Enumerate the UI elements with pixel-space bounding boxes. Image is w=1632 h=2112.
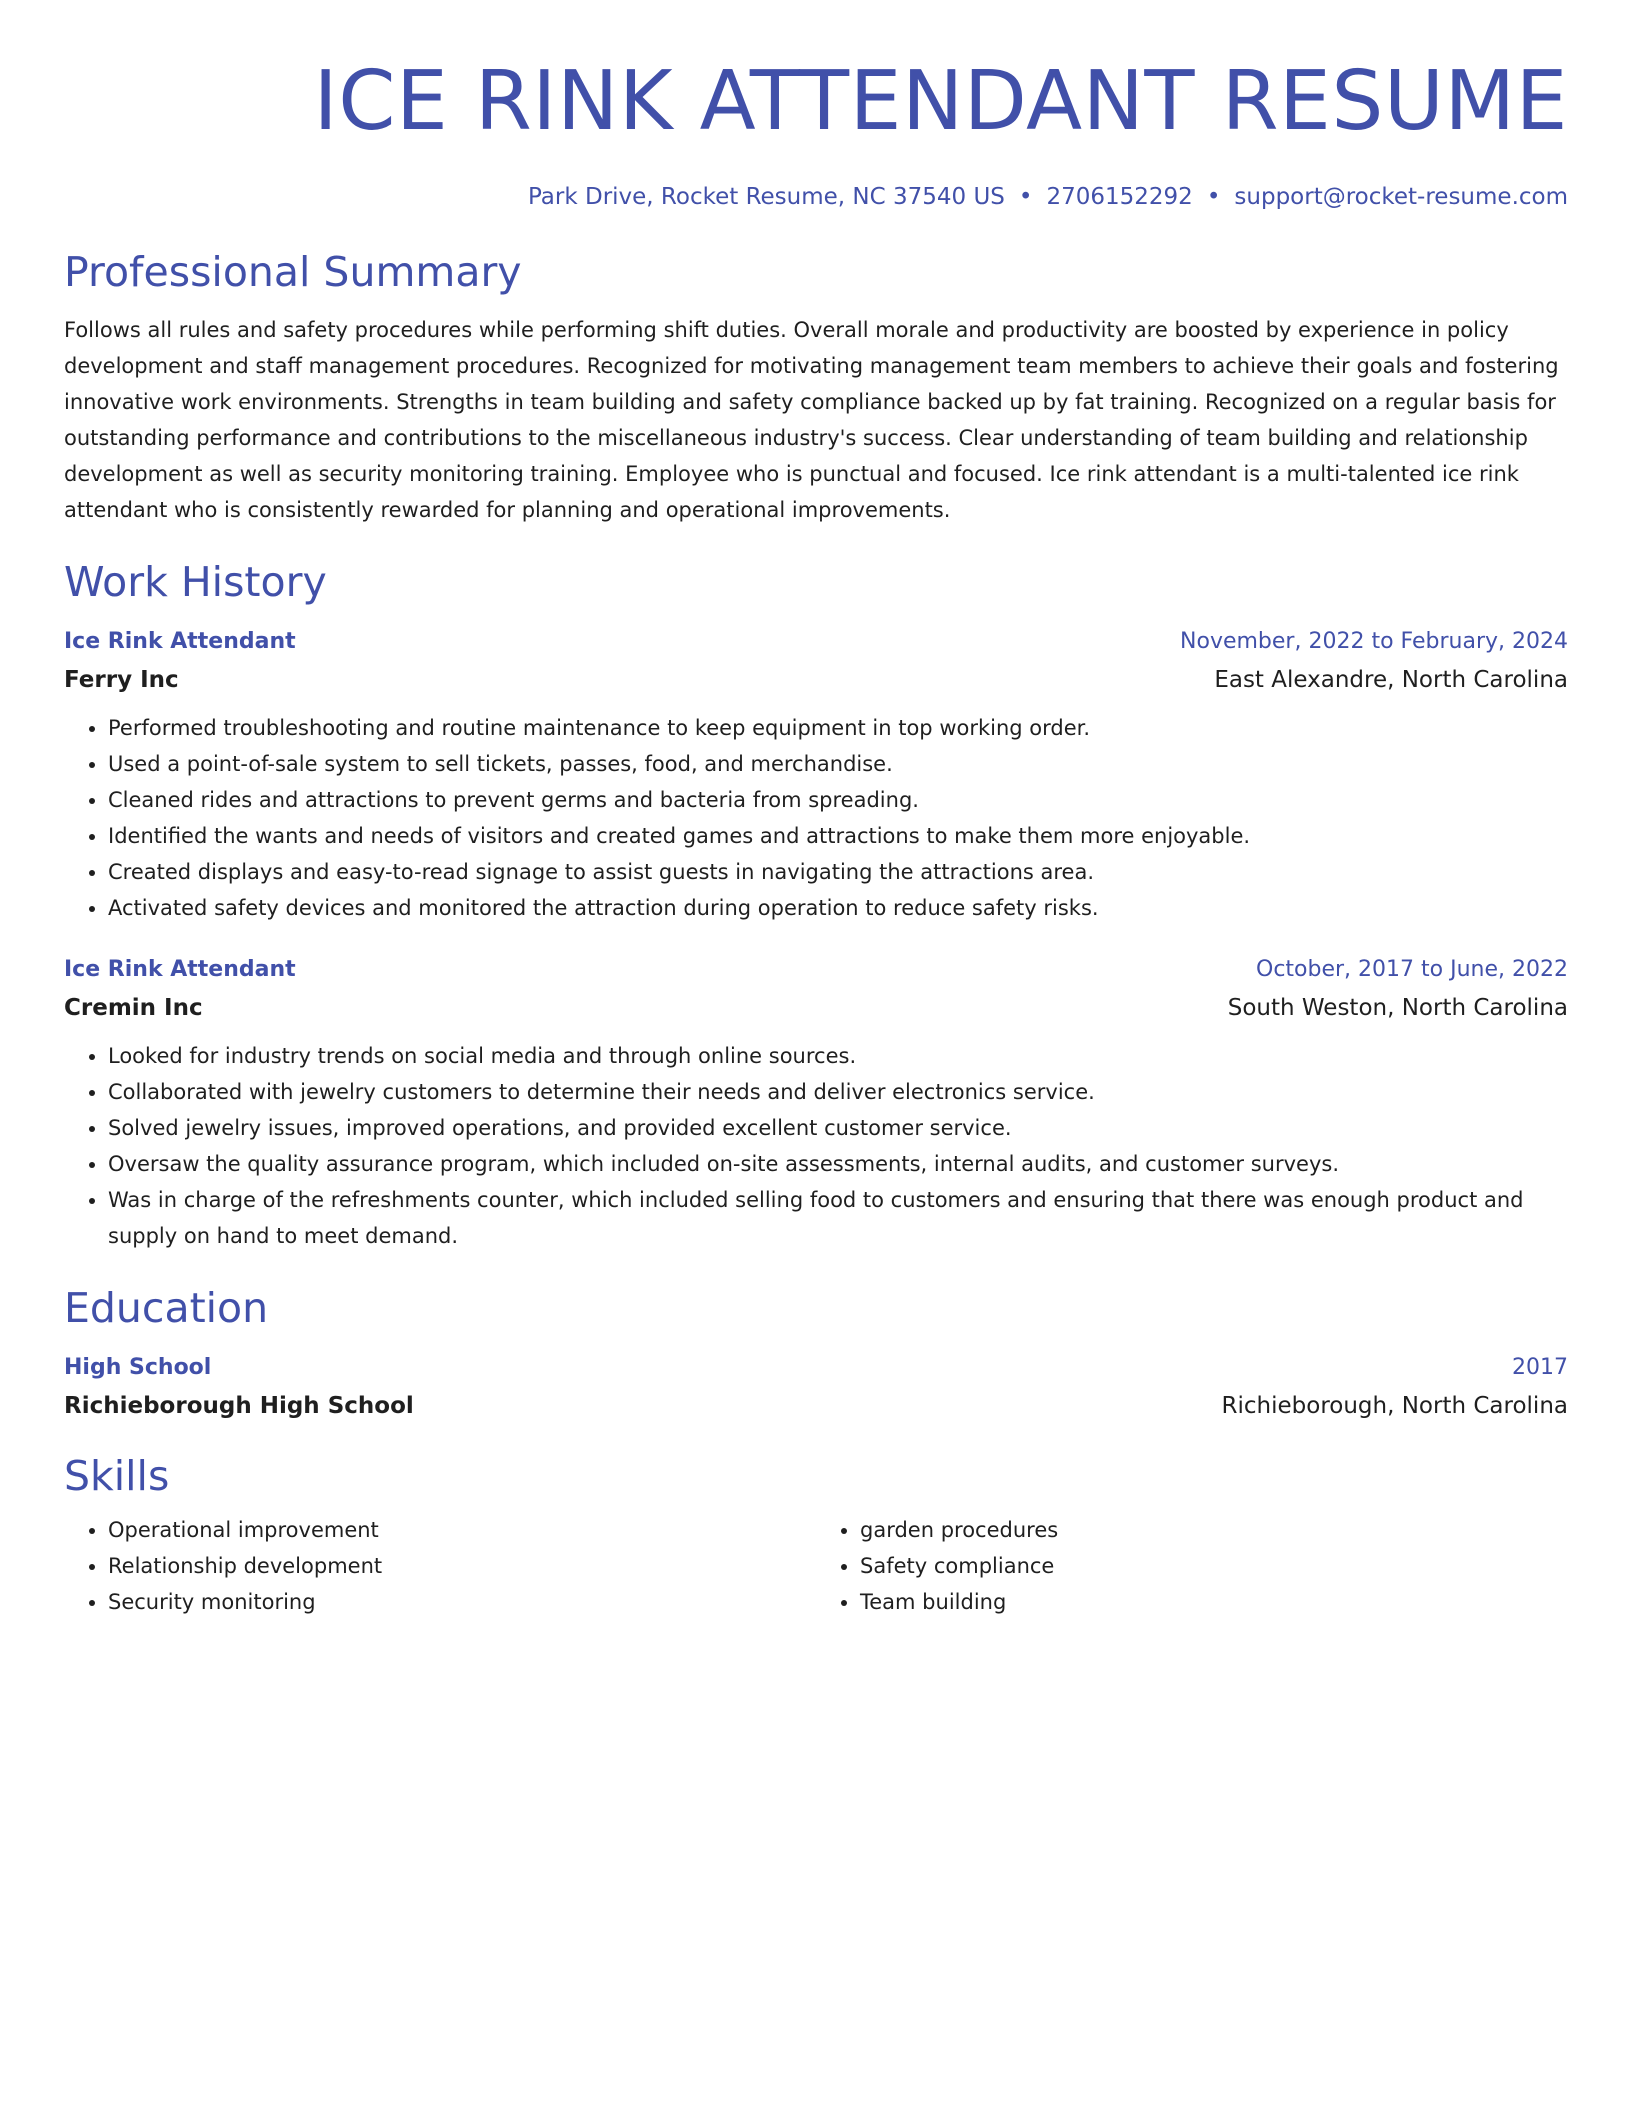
job-location: East Alexandre, North Carolina [1214, 667, 1568, 693]
section-title-professional-summary: Professional Summary [64, 248, 522, 296]
job-bullet: • Identified the wants and needs of visitors and created games and attractions to make them more enjoyable. [108, 818, 1568, 854]
education-school: Richieborough High School [64, 1393, 414, 1419]
job-entry [64, 952, 1568, 1254]
job-company-row [64, 988, 1568, 1028]
job-bullet: • Cleaned rides and attractions to prevent germs and bacteria from spreading. [108, 782, 1568, 818]
job-company: Ferry Inc [64, 667, 179, 693]
skills-list [64, 1512, 1568, 1620]
section-title-education: Education [64, 1284, 269, 1332]
contact-email: support@rocket-resume.com [1234, 184, 1568, 210]
contact-separator: • [1018, 184, 1033, 210]
job-header-row [64, 952, 1568, 988]
skill-item: • Relationship development [108, 1548, 816, 1584]
job-bullet: • Solved jewelry issues, improved operations, and provided excellent customer service. [108, 1110, 1568, 1146]
job-bullet: • Oversaw the quality assurance program, which included on-site assessments, internal audits, and customer surveys. [108, 1146, 1568, 1182]
job-bullet: • Was in charge of the refreshments counter, which included selling food to customers and ensuring that there was enough product and supply on hand to meet demand. [108, 1182, 1568, 1254]
professional-summary-text: Follows all rules and safety procedures while performing shift duties. Overall morale and productivity are boosted by experience in policy development and staff management procedures. Recognized for motivating management team members to achieve their goals and fostering innovative work environments. Strengths in team building and safety compliance backed up by fat training. Recognized on a regular basis for outstanding performance and contributions to the miscellaneous industry's success. Clear understanding of team building and relationship development as well as security monitoring training. Employee who is punctual and focused. Ice rink attendant is a multi-talented ice rink attendant who is consistently rewarded for planning and operational improvements. [64, 318, 1559, 522]
section-title-work-history: Work History [64, 558, 327, 606]
job-bullets [64, 1038, 1568, 1254]
skills-column-right [816, 1512, 1568, 1620]
skills-column-left [64, 1512, 816, 1620]
job-dates: November, 2022 to February, 2024 [1180, 629, 1568, 654]
education-location: Richieborough, North Carolina [1221, 1393, 1568, 1419]
skill-item: • Security monitoring [108, 1584, 816, 1620]
skill-item: • garden procedures [860, 1512, 1568, 1548]
job-role: Ice Rink Attendant [64, 957, 296, 982]
job-role: Ice Rink Attendant [64, 629, 296, 654]
skill-item: • Safety compliance [860, 1548, 1568, 1584]
contact-separator: • [1206, 184, 1221, 210]
job-bullet: • Activated safety devices and monitored the attraction during operation to reduce safety risks. [108, 890, 1568, 926]
job-bullet: • Created displays and easy-to-read signage to assist guests in navigating the attractions area. [108, 854, 1568, 890]
job-entry [64, 624, 1568, 926]
job-company: Cremin Inc [64, 995, 203, 1021]
job-bullet: • Used a point-of-sale system to sell tickets, passes, food, and merchandise. [108, 746, 1568, 782]
job-dates: October, 2017 to June, 2022 [1256, 957, 1568, 982]
section-title-skills: Skills [64, 1452, 170, 1500]
skill-item: • Team building [860, 1584, 1568, 1620]
resume-header [64, 0, 1568, 212]
resume-title: ICE RINK ATTENDANT RESUME [313, 54, 1568, 149]
job-bullet: • Looked for industry trends on social media and through online sources. [108, 1038, 1568, 1074]
job-bullet: • Performed troubleshooting and routine maintenance to keep equipment in top working order. [108, 710, 1568, 746]
education-year: 2017 [1512, 1355, 1568, 1380]
contact-phone: 2706152292 [1046, 184, 1193, 210]
job-bullet: • Collaborated with jewelry customers to determine their needs and deliver electronics service. [108, 1074, 1568, 1110]
education-school-row [64, 1386, 1568, 1426]
contact-line [64, 182, 1568, 212]
job-company-row [64, 660, 1568, 700]
skill-item: • Operational improvement [108, 1512, 816, 1548]
education-entry [64, 1350, 1568, 1426]
job-header-row [64, 624, 1568, 660]
job-bullets [64, 710, 1568, 926]
job-location: South Weston, North Carolina [1227, 995, 1568, 1021]
education-header-row [64, 1350, 1568, 1386]
contact-address: Park Drive, Rocket Resume, NC 37540 US [527, 184, 1005, 210]
education-degree: High School [64, 1355, 212, 1380]
